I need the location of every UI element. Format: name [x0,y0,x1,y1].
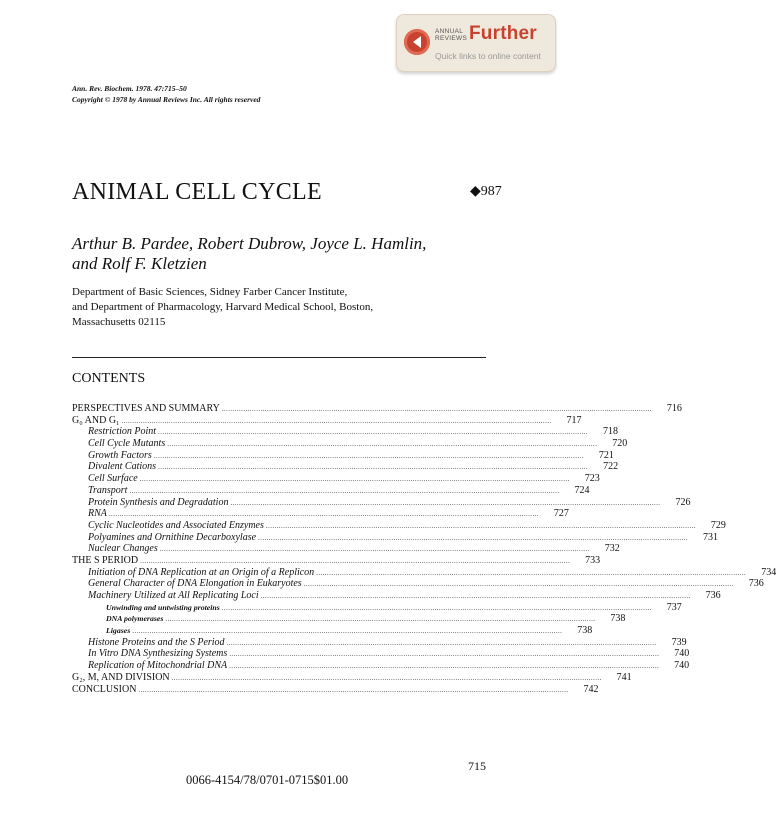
citation-line: Ann. Rev. Biochem. 1978. 47:715–50 [72,84,187,93]
toc-entry [72,508,569,520]
toc-entry-title: Nuclear Changes [88,543,158,555]
toc-leader-dots: ........................................................................................................................................................................................................ [121,416,552,425]
toc-entry-page: 720 [612,438,628,450]
toc-entry-title: Restriction Point [88,426,157,438]
toc-leader-dots: ........................................................................................................................................................................................................ [138,685,569,694]
toc-entry-title: Cell Cycle Mutants [88,438,166,450]
toc-entry-title: Polyamines and Ornithine Decarboxylase [88,531,257,543]
toc-entry-title: Unwinding and untwisting proteins [106,602,220,612]
affiliation-line: Department of Basic Sciences, Sidney Farber Cancer Institute, [72,286,348,298]
toc-entry [72,601,682,614]
toc-entry [72,648,690,660]
author-list [72,234,426,274]
toc-leader-dots: ........................................................................................................................................................................................................ [167,440,598,449]
article-title: ANIMAL CELL CYCLE [72,179,322,205]
toc-leader-dots: ........................................................................................................................................................................................................ [139,475,570,484]
toc-leader-dots: ........................................................................................................................................................................................................ [132,627,563,636]
toc-entry [72,625,593,637]
toc-entry-title: Cyclic Nucleotides and Associated Enzymes [88,519,264,531]
toc-leader-dots: ........................................................................................................................................................................................................ [258,533,689,542]
toc-leader-dots: ........................................................................................................................................................................................................ [153,451,584,460]
toc-entry-page: 734 [761,566,776,578]
toc-entry-page: 732 [604,543,620,555]
toc-entry-title: Initiation of DNA Replication at an Origin of a Replicon [88,566,315,578]
table-of-contents [72,403,776,695]
toc-leader-dots: ........................................................................................................................................................................................................ [229,650,660,659]
toc-entry [72,590,721,602]
toc-entry [72,636,687,649]
toc-entry-page: 741 [616,671,632,683]
toc-leader-dots: ........................................................................................................................................................................................................ [171,673,602,682]
authors-line: Arthur B. Pardee, Robert Dubrow, Joyce L. Hamlin, [72,234,427,253]
publisher-mark: ANNUAL REVIEWS [435,28,468,42]
toc-entry-title: Histone Proteins and the S Period [88,636,225,648]
divider [72,357,486,358]
toc-entry-page: 738 [610,613,626,625]
toc-entry-page: 739 [671,636,687,648]
toc-entry-page: 731 [703,531,719,543]
toc-leader-dots: ........................................................................................................................................................................................................ [221,405,652,413]
toc-entry-page: 737 [666,601,682,613]
brand-word: Further [469,23,537,44]
toc-entry [72,403,682,415]
toc-entry [72,683,599,696]
toc-leader-dots: ........................................................................................................................................................................................................ [303,580,734,589]
toc-entry-page: 718 [603,426,619,438]
toc-leader-dots: ........................................................................................................................................................................................................ [159,545,590,554]
toc-entry-title: Replication of Mitochondrial DNA [88,660,228,672]
toc-entry-page: 723 [584,473,600,485]
toc-entry-page: 721 [598,449,614,461]
contents-heading: CONTENTS [72,371,146,386]
journal-citation [72,84,260,105]
toc-leader-dots: ........................................................................................................................................................................................................ [108,510,539,519]
toc-entry [72,566,776,579]
toc-entry [72,519,726,532]
toc-entry-title: CONCLUSION [72,683,137,695]
further-badge[interactable] [396,14,556,72]
toc-entry [72,660,690,672]
toc-entry [72,438,628,450]
toc-entry-title: Machinery Utilized at All Replicating Loci [88,590,259,601]
toc-entry-page: 724 [574,484,590,496]
toc-entry-title: Protein Synthesis and Degradation [88,496,229,508]
toc-entry-page: 740 [674,660,690,672]
toc-leader-dots: ........................................................................................................................................................................................................ [221,603,652,612]
tagline: Quick links to online content [435,51,541,61]
toc-entry-page: 716 [666,403,682,414]
toc-entry-title: Transport [88,484,128,496]
toc-leader-dots: ........................................................................................................................................................................................................ [265,521,696,530]
toc-entry [72,449,614,462]
toc-entry [72,461,619,473]
affiliation-line: Massachusetts 02115 [72,316,166,328]
article-code: 0066-4154/78/0701-0715$01.00 [186,773,349,787]
toc-leader-dots: ........................................................................................................................................................................................................ [158,428,589,437]
toc-entry [72,414,582,427]
toc-entry [72,554,601,567]
toc-entry-title: General Character of DNA Elongation in Eukaryotes [88,578,302,590]
toc-entry-page: 738 [577,625,593,637]
toc-entry [72,484,590,497]
toc-leader-dots: ........................................................................................................................................................................................................ [260,592,691,600]
toc-entry-title: THE S PERIOD [72,554,139,566]
toc-leader-dots: ........................................................................................................................................................................................................ [165,615,596,624]
toc-entry-page: 726 [675,496,691,508]
toc-entry-title: In Vitro DNA Synthesizing Systems [88,648,228,660]
toc-entry-page: 740 [674,648,690,660]
toc-entry-title: PERSPECTIVES AND SUMMARY [72,403,220,414]
copyright-line: Copyright © 1978 by Annual Reviews Inc. All rights reserved [72,94,261,104]
toc-entry-page: 717 [566,414,582,426]
toc-entry-title: Ligases [106,626,131,636]
affiliation-line: and Department of Pharmacology, Harvard Medical School, Boston, [72,301,374,313]
toc-entry-title: DNA polymerases [106,614,164,624]
authors-line: and Rolf F. Kletzien [72,254,207,273]
toc-leader-dots: ........................................................................................................................................................................................................ [158,463,589,472]
toc-entry-title: Growth Factors [88,449,152,461]
toc-leader-dots: ........................................................................................................................................................................................................ [230,498,661,507]
toc-entry [72,426,619,438]
toc-leader-dots: ........................................................................................................................................................................................................ [226,638,657,647]
toc-leader-dots: ........................................................................................................................................................................................................ [316,568,747,577]
toc-entry-title: RNA [88,508,107,520]
toc-entry-title: Divalent Cations [88,461,157,473]
toc-entry [72,543,620,555]
toc-leader-dots: ........................................................................................................................................................................................................ [129,486,560,495]
toc-entry [72,531,719,544]
toc-entry-page: 736 [705,590,721,601]
toc-entry-page: 729 [710,519,726,531]
play-arrow-icon [404,29,430,55]
affiliation [72,285,373,330]
toc-entry [72,671,632,684]
toc-entry-title: Cell Surface [88,473,138,485]
toc-leader-dots: ........................................................................................................................................................................................................ [229,662,660,671]
page-number: 715 [468,759,486,773]
toc-entry-page: 742 [583,683,599,695]
toc-entry-page: 736 [748,578,764,590]
toc-leader-dots: ........................................................................................................................................................................................................ [140,556,571,565]
toc-entry-page: 727 [553,508,569,520]
toc-entry-page: 733 [585,554,601,566]
article-marker: ◆987 [470,184,502,199]
toc-entry-title: G₂, M, AND DIVISION [72,671,170,683]
toc-entry-title: G₀ AND G₁ [72,414,120,426]
toc-entry [72,613,626,625]
toc-entry [72,578,764,590]
toc-entry [72,473,600,485]
toc-entry-page: 722 [603,461,619,473]
toc-entry [72,496,691,509]
